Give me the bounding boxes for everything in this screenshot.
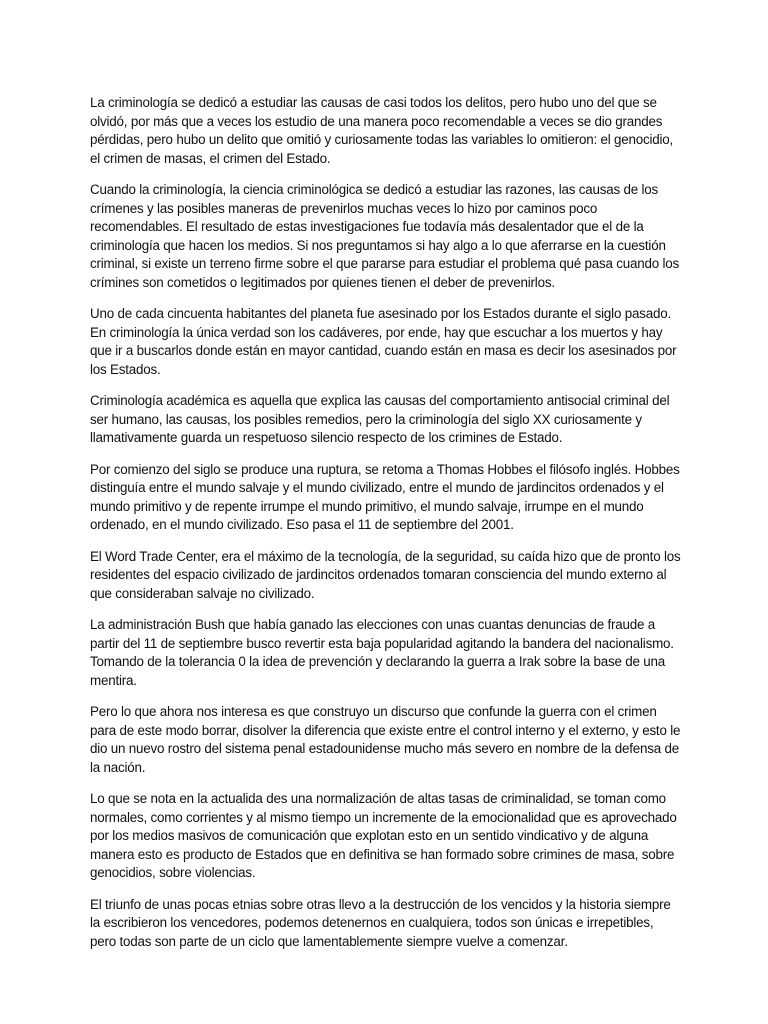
paragraph-8: Pero lo que ahora nos interesa es que construyo un discurso que confunde la guerra con el crimen para de este modo borrar, disolver la diferencia que existe entre el control interno y el externo, y esto le dio un nuevo rostro del sistema penal estadounidense mucho más severo en nombre de la defensa de la nación. xyxy=(90,704,681,775)
paragraph-1: La criminología se dedicó a estudiar las causas de casi todos los delitos, pero hubo uno del que se olvidó, por más que a veces los estudio de una manera poco recomendable a veces se dio grandes pérdidas, pero hubo un delito que omitió y curiosamente todas las variables lo omitieron: el genocidio, el crimen de masas, el crimen del Estado. xyxy=(90,95,674,166)
paragraph-2: Cuando la criminología, la ciencia criminológica se dedicó a estudiar las razones, las causas de los crímenes y las posibles maneras de prevenirlos muchas veces lo hizo por caminos poco recomendables. El resultado de estas investigaciones fue todavía más desalentador que el de la criminología que hacen los medios. Si nos preguntamos si hay algo a lo que aferrarse en la cuestión criminal, si existe un terreno firme sobre el que pararse para estudiar el problema qué pasa cuando los crímines son cometidos o legitimados por quienes tienen el deber de prevenirlos. xyxy=(90,182,680,290)
paragraph-7: La administración Bush que había ganado las elecciones con unas cuantas denuncias de fraude a partir del 11 de septiembre busco revertir esta baja popularidad agitando la bandera del nacionalismo. Tomando de la tolerancia 0 la idea de prevención y declarando la guerra a Irak sobre la base de una mentira. xyxy=(90,617,674,688)
document-page xyxy=(90,94,682,964)
paragraph-6: El Word Trade Center, era el máximo de la tecnología, de la seguridad, su caída hizo que de pronto los residentes del espacio civilizado de jardincitos ordenados tomaran consciencia del mundo externo al que consideraban salvaje no civilizado. xyxy=(90,548,681,601)
paragraph-9: Lo que se nota en la actualida des una normalización de altas tasas de criminalidad, se toman como normales, como corrientes y al mismo tiempo un incremente de la emocionalidad que es aprovechado por los medios masivos de comunicación que explotan esto en un sentido vindicativo y de alguna manera esto es producto de Estados que en definitiva se han formado sobre crimines de masa, sobre genocidios, sobre violencias. xyxy=(90,791,677,880)
paragraph-3: Uno de cada cincuenta habitantes del planeta fue asesinado por los Estados durante el siglo pasado. En criminología la única verdad son los cadáveres, por ende, hay que escuchar a los muertos y hay que ir a buscarlos donde están en mayor cantidad, cuando están en masa es decir los asesinados por los Estados. xyxy=(90,306,677,377)
paragraph-5: Por comienzo del siglo se produce una ruptura, se retoma a Thomas Hobbes el filósofo inglés. Hobbes distinguía entre el mundo salvaje y el mundo civilizado, entre el mundo de jardincitos ordenados y el mundo primitivo y de repente irrumpe el mundo primitivo, el mundo salvaje, irrumpe en el mundo ordenado, en el mundo civilizado. Eso pasa el 11 de septiembre del 2001. xyxy=(90,461,680,532)
paragraph-10: El triunfo de unas pocas etnias sobre otras llevo a la destrucción de los vencidos y la historia siempre la escribieron los vencedores, podemos detenernos en cualquiera, todos son únicas e irrepetibles, pero todas son parte de un ciclo que lamentablemente siempre vuelve a comenzar. xyxy=(90,896,671,949)
paragraph-4: Criminología académica es aquella que explica las causas del comportamiento antisocial criminal del ser humano, las causas, los posibles remedios, pero la criminología del siglo XX curiosamente y llamativamente guarda un respetuoso silencio respecto de los crimines de Estado. xyxy=(90,393,670,445)
